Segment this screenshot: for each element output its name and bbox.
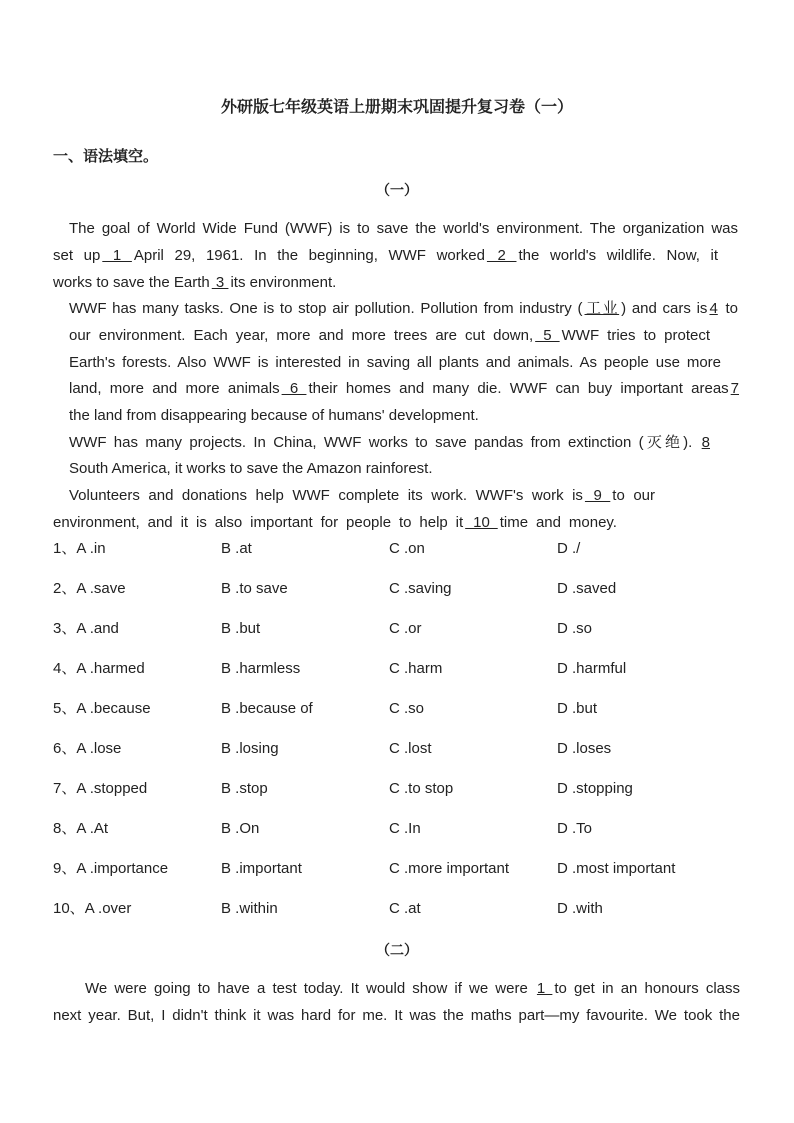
passage-line: [53, 1006, 740, 1026]
answer-blank: 10: [465, 514, 498, 531]
option-a: A .in: [76, 540, 106, 557]
text-segment: their homes and many die. WWF can buy important areas: [308, 380, 729, 397]
part-one-label: （一）: [376, 183, 418, 199]
passage-line: [69, 219, 738, 239]
answer-blank: 8: [701, 434, 710, 451]
text-segment: April 29, 1961. In the beginning, WWF worked: [133, 247, 485, 264]
option-b: B .to save: [221, 580, 288, 597]
answer-blank: 7: [730, 380, 739, 397]
text-segment: We were going to have a test today. It would show if we were: [85, 980, 535, 997]
text-segment: set up: [53, 247, 101, 264]
option-d: D ./: [557, 540, 581, 557]
option-a: A .harmed: [76, 660, 145, 677]
answer-blank: 9: [584, 487, 611, 504]
answer-blank: 3: [211, 274, 229, 291]
answer-blank: 工业: [584, 300, 620, 317]
question-row: [53, 859, 168, 879]
answer-blank: 1: [536, 980, 553, 997]
option-c: C .more important: [389, 860, 510, 877]
text-segment: Volunteers and donations help WWF complete its work. WWF's work is: [69, 487, 583, 504]
text-segment: environment, and it is also important for people to help it: [53, 514, 464, 531]
option-a: A .over: [84, 900, 132, 917]
question-number: 6、: [53, 740, 77, 757]
text-segment: land, more and more animals: [69, 380, 280, 397]
passage-line: [85, 979, 740, 999]
question-number: 4、: [53, 660, 77, 677]
question-row: [53, 579, 126, 599]
option-c: C .In: [389, 820, 421, 837]
question-number: 8、: [53, 820, 77, 837]
section-heading: 一、语法填空。: [53, 147, 159, 165]
question-number: 10、: [53, 900, 85, 917]
text-segment: the land from disappearing because of humans' development.: [69, 407, 479, 424]
text-segment: WWF has many tasks. One is to stop air pollution. Pollution from industry (: [69, 300, 583, 317]
text-segment: our environment. Each year, more and more trees are cut down,: [69, 327, 534, 344]
question-number: 9、: [53, 860, 77, 877]
passage-line: [69, 433, 712, 453]
option-b: B .important: [221, 860, 302, 877]
passage-line: [53, 513, 617, 533]
passage-line: [69, 459, 433, 479]
option-d: D .with: [557, 900, 603, 917]
option-b: B .harmless: [221, 660, 301, 677]
option-a: A .At: [76, 820, 109, 837]
option-b: B .within: [221, 900, 278, 917]
option-d: D .To: [557, 820, 593, 837]
option-c: C .at: [389, 900, 421, 917]
question-number: 2、: [53, 580, 77, 597]
option-c: C .so: [389, 700, 425, 717]
option-c: C .or: [389, 620, 422, 637]
text-segment: to our: [612, 487, 655, 504]
question-number: 5、: [53, 700, 77, 717]
option-a: A .and: [76, 620, 119, 637]
page-title: 外研版七年级英语上册期末巩固提升复习卷（一）: [220, 97, 573, 116]
passage-line: [69, 353, 721, 373]
question-row: [53, 659, 145, 679]
option-d: D .saved: [557, 580, 617, 597]
passage-line: [53, 273, 336, 293]
option-a: A .lose: [76, 740, 122, 757]
part-two-label: （二）: [376, 943, 418, 959]
option-c: C .to stop: [389, 780, 454, 797]
option-d: D .so: [557, 620, 593, 637]
text-segment: South America, it works to save the Amazon rainforest.: [69, 460, 433, 477]
option-d: D .stopping: [557, 780, 633, 797]
option-d: D .loses: [557, 740, 612, 757]
answer-blank: 4: [709, 300, 718, 317]
answer-blank: 6: [281, 380, 307, 397]
option-c: C .saving: [389, 580, 452, 597]
text-segment: works to save the Earth: [53, 274, 210, 291]
text-segment: its environment.: [230, 274, 337, 291]
answer-blank: 2: [486, 247, 517, 264]
passage-line: [69, 326, 710, 346]
text-segment: to get in an honours class: [554, 980, 740, 997]
option-a: A .importance: [76, 860, 169, 877]
question-row: [53, 699, 151, 719]
option-a: A .stopped: [76, 780, 148, 797]
option-b: B .losing: [221, 740, 279, 757]
question-row: [53, 619, 119, 639]
option-a: A .save: [76, 580, 126, 597]
text-segment: time and money.: [499, 514, 617, 531]
option-d: D .most important: [557, 860, 676, 877]
question-number: 7、: [53, 780, 77, 797]
question-number: 3、: [53, 620, 77, 637]
answer-blank: 1: [102, 247, 132, 264]
passage-line: [69, 299, 738, 319]
text-segment: to: [719, 300, 738, 317]
option-b: B .but: [221, 620, 261, 637]
question-row: [53, 779, 147, 799]
question-row: [53, 539, 106, 559]
passage-line: [69, 406, 479, 426]
question-row: [53, 739, 121, 759]
option-c: C .harm: [389, 660, 443, 677]
question-number: 1、: [53, 540, 77, 557]
option-d: D .but: [557, 700, 598, 717]
question-row: [53, 899, 131, 919]
option-b: B .stop: [221, 780, 268, 797]
passage-line: [69, 379, 741, 399]
text-segment: next year. But, I didn't think it was hard for me. It was the maths part—my favourite. We took the: [53, 1007, 740, 1024]
question-row: [53, 819, 108, 839]
answer-blank: 5: [535, 327, 560, 344]
text-segment: The goal of World Wide Fund (WWF) is to save the world's environment. The organization was: [69, 220, 738, 237]
option-c: C .lost: [389, 740, 432, 757]
option-b: B .at: [221, 540, 252, 557]
option-d: D .harmful: [557, 660, 627, 677]
text-segment: WWF tries to protect: [561, 327, 710, 344]
text-segment: ) and cars is: [621, 300, 708, 317]
text-segment: WWF has many projects. In China, WWF works to save pandas from extinction (灭绝).: [69, 434, 700, 451]
passage-line: [69, 486, 655, 506]
option-b: B .because of: [221, 700, 313, 717]
option-c: C .on: [389, 540, 425, 557]
option-b: B .On: [221, 820, 260, 837]
option-a: A .because: [76, 700, 151, 717]
text-segment: the world's wildlife. Now, it: [518, 247, 718, 264]
passage-line: [53, 246, 718, 266]
text-segment: Earth's forests. Also WWF is interested in saving all plants and animals. As people use more: [69, 354, 721, 371]
